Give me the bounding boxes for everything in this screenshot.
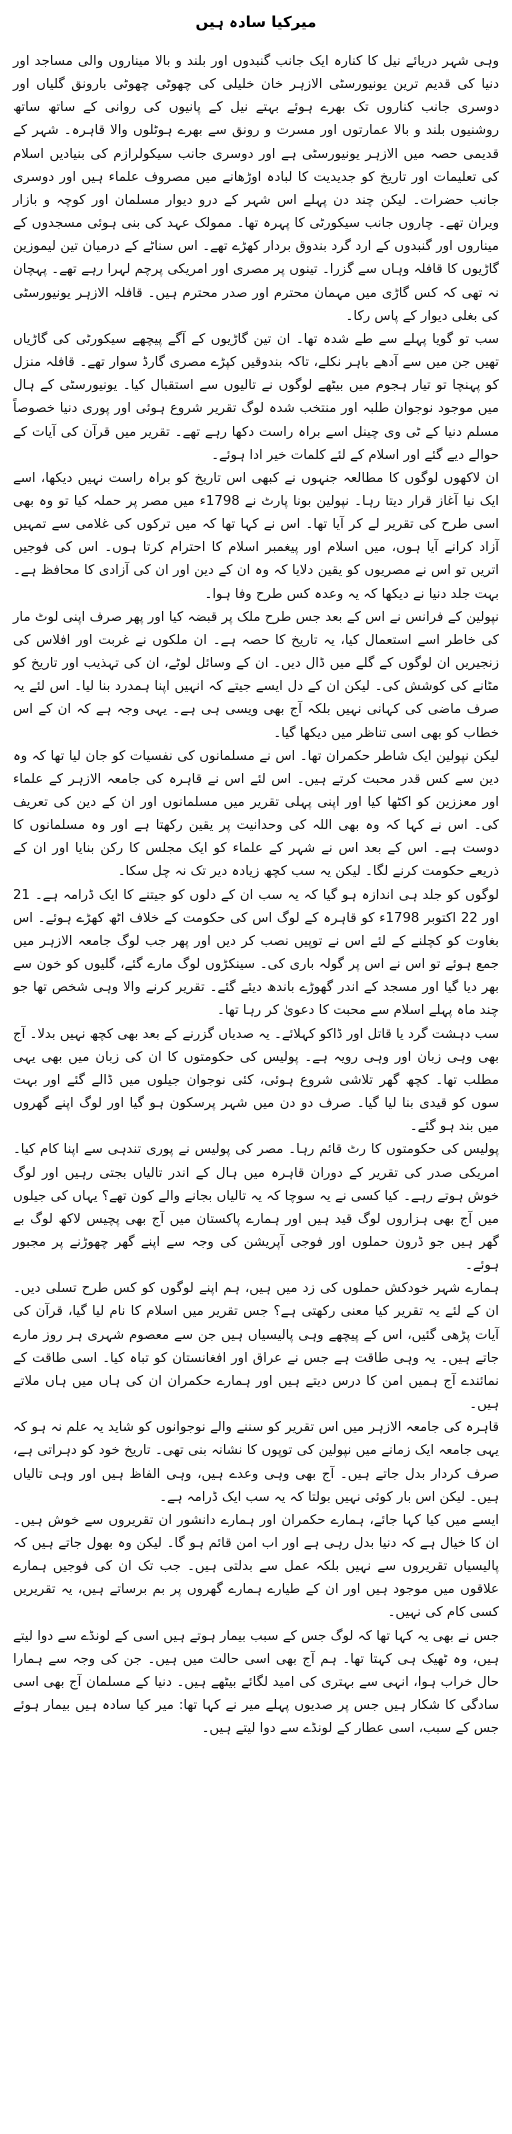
article-paragraph: پولیس کی حکومتوں کا رٹ قائم رہا۔ مصر کی پولیس نے پوری تندہی سے اپنا کام کیا۔ امریکی صدر کی تقریر کے دوران قاہرہ میں ہال کے اندر تالیاں بجتی رہیں اور لوگ خوش ہوتے رہے۔ کیا کسی نے یہ سوچا کہ یہ تالیاں بجانے والے کون تھے؟ یہاں کی جیلوں میں آج بھی ہزاروں لوگ قید ہیں اور ہمارے پاکستان میں آج بھی پچیس لاکھ لوگ بے گھر ہیں جو ڈرون حملوں اور فوجی آپریشن کی وجہ سے اپنے گھر چھوڑنے پر مجبور ہوئے۔ (13, 1142, 499, 1274)
article-paragraph: سب تو گویا پہلے سے طے شدہ تھا۔ ان تین گاڑیوں کے آگے پیچھے سیکورٹی کی گاڑیاں تھیں جن میں سے آدھے باہر نکلے، تاکہ بندوقیں کپڑے مصری گارڈ سوار تھے۔ قافلہ منزل کو پہنچا تو تیار ہجوم میں بیٹھے لوگوں نے تالیوں سے استقبال کیا۔ یونیورسٹی کے ہال میں موجود نوجوان طلبہ اور منتخب شدہ لوگ تقریر شروع ہوئی اور پوری دنیا خصوصاً مسلم دنیا کے ٹی وی چینل اسے براہ راست دکھا رہے تھے۔ تقریر میں قرآن کی آیات کے حوالے دیے گئے اور اسلام کے لئے کلمات خیر ادا ہوئے۔ (13, 331, 499, 463)
article-paragraph: سب دہشت گرد یا قاتل اور ڈاکو کہلائے۔ یہ صدیاں گزرنے کے بعد بھی کچھ نہیں بدلا۔ آج بھی وہی زبان اور وہی رویہ ہے۔ پولیس کی حکومتوں کا ان کی زبان میں بھی یہی مطلب تھا۔ کچھ گھر تلاشی شروع ہوئی، کئی نوجوان جیلوں میں ڈالے گئے اور بہت سوں کو قیدی بنا لیا گیا۔ صرف دو دن میں شہر پرسکون ہو گیا اور لوگ اپنے گھروں میں بند ہو گئے۔ (13, 1026, 499, 1135)
article-paragraph: وہی شہر دریائے نیل کا کنارہ ایک جانب گنبدوں اور بلند و بالا میناروں والی مساجد اور دنیا کی قدیم ترین یونیورسٹی الازہر خان خلیلی کی چھوٹی چھوٹی بارونق گلیاں اور دوسری جانب کناروں تک بھرے ہوئے بہتے نیل کے پانیوں کی روانی کے ساتھ ساتھ روشنیوں بلند و بالا عمارتوں اور مسرت و رونق سے بھرے ہوٹلوں والا قاہرہ۔ شہر کے قدیمی حصہ میں الازہر یونیورسٹی ہے اور دوسری جانب سیکولرازم کی بنیادیں اسلام کی تعلیمات اور تاریخ کو جدیدیت کا لبادہ اوڑھانے میں مصروف علماء ہیں اور دوسری جانب حضرات۔ لیکن چند دن پہلے اس شہر کے درو دیوار مسلمان اور کوچہ و بازار ویران تھے۔ چاروں جانب سیکورٹی کا پہرہ تھا۔ ممولک عہد کی بنی ہوئی مسجدوں کے میناروں اور گنبدوں کے ارد گرد بندوق بردار کھڑے تھے۔ اس سناٹے کے درمیان تین لیموزین گاڑیوں کا قافلہ وہاں سے گزرا۔ تینوں پر مصری اور امریکی پرچم لہرا رہے تھے۔ پہچان نہ تھی کہ کس گاڑی میں مہمان محترم اور صدر محترم ہیں۔ قافلہ الازہر یونیورسٹی کی بغلی دیوار کے پاس رکا۔ (13, 54, 499, 324)
article-paragraph: لوگوں کو جلد ہی اندازہ ہو گیا کہ یہ سب ان کے دلوں کو جیتنے کا ایک ڈرامہ ہے۔ 21 اور 22 اکتوبر 1798ء کو قاہرہ کے لوگ اس کی حکومت کے خلاف اٹھ کھڑے ہوئے۔ اس بغاوت کو کچلنے کے لئے اس نے توپیں نصب کر دیں اور پھر جب لوگ جامعہ الازہر میں جمع ہوئے تو اس نے اس پر گولہ باری کی۔ سینکڑوں لوگ مارے گئے، گلیوں کو خون سے بھر دیا گیا اور مسجد کے اندر گھوڑے باندھ دیئے گئے۔ تقریر کرنے والا وہی شخص تھا جو چند ماہ پہلے اسلام سے محبت کا دعویٰ کر رہا تھا۔ (13, 887, 500, 1019)
article-paragraph: قاہرہ کی جامعہ الازہر میں اس تقریر کو سننے والے نوجوانوں کو شاید یہ علم نہ ہو کہ یہی جامعہ ایک زمانے میں نپولین کی توپوں کا نشانہ بنی تھی۔ تاریخ خود کو دہراتی ہے، صرف کردار بدل جاتے ہیں۔ آج بھی وہی وعدے ہیں، وہی الفاظ ہیں اور وہی تالیاں ہیں۔ لیکن اس بار کوئی نہیں بولتا کہ یہ سب ایک ڈرامہ ہے۔ (13, 1420, 499, 1505)
article-paragraph: لیکن نپولین ایک شاطر حکمران تھا۔ اس نے مسلمانوں کی نفسیات کو جان لیا تھا کہ وہ دین سے کس قدر محبت کرتے ہیں۔ اس لئے اس نے قاہرہ کی جامعہ الازہر کے علماء اور معززین کو اکٹھا کیا اور اپنی پہلی تقریر میں مسلمانوں اور ان کے دین کی تعریف کی۔ اس نے کہا کہ وہ بھی اللہ کی وحدانیت پر یقین رکھتا ہے اور وہ مسلمانوں کا دوست ہے۔ اس کے بعد اس نے شہر کے علماء کو ایک مجلس کا رکن بنایا اور ان کے ذریعے حکومت کرنے لگا۔ لیکن یہ سب کچھ زیادہ دیر تک نہ چل سکا۔ (13, 748, 499, 880)
article-paragraph: ایسے میں کیا کہا جائے، ہمارے حکمران اور ہمارے دانشور ان تقریروں سے خوش ہیں۔ ان کا خیال ہے کہ دنیا بدل رہی ہے اور اب امن قائم ہو گا۔ لیکن وہ بھول جاتے ہیں کہ پالیسیاں تقریروں سے نہیں بلکہ عمل سے بدلتی ہیں۔ جب تک ان کی فوجیں ہمارے علاقوں میں موجود ہیں اور ان کے طیارے ہمارے گھروں پر بم برساتے ہیں، یہ تقریریں کسی کام کی نہیں۔ (13, 1512, 499, 1621)
article-body (13, 50, 499, 1740)
article-paragraph: ان لاکھوں لوگوں کا مطالعہ جنہوں نے کبھی اس تاریخ کو براہ راست نہیں دیکھا، اسے ایک نیا آغاز قرار دیتا رہا۔ نپولین بونا پارٹ نے 1798ء میں مصر پر حملہ کیا تو وہ بھی اسی طرح کی تقریر لے کر آیا تھا۔ اس نے کہا تھا کہ میں ترکوں کی غلامی سے تمہیں آزاد کرانے آیا ہوں، میں اسلام اور پیغمبر اسلام کا احترام کرتا ہوں۔ اس کی فوجیں اتریں تو اس نے مصریوں کو یقین دلایا کہ وہ ان کے دین اور ان کی آزادی کا محافظ ہے۔ بہت جلد دنیا نے دیکھا کہ یہ وعدہ کس طرح وفا ہوا۔ (13, 470, 499, 602)
article-paragraph: جس نے بھی یہ کہا تھا کہ لوگ جس کے سبب بیمار ہوتے ہیں اسی کے لونڈے سے دوا لیتے ہیں، وہ ٹھیک ہی کہتا تھا۔ ہم آج بھی اسی حالت میں ہیں۔ جن کی وجہ سے ہمارا حال خراب ہوا، انہی سے بہتری کی امید لگائے بیٹھے ہیں۔ دنیا کے مسلمان آج بھی اسی سادگی کا شکار ہیں جس پر صدیوں پہلے میر نے کہا تھا: میر کیا سادہ ہیں بیمار ہوئے جس کے سبب، اسی عطار کے لونڈے سے دوا لیتے ہیں۔ (13, 1628, 499, 1737)
article-title: میرکیا سادہ ہیں (195, 13, 317, 31)
article-paragraph: نپولین کے فرانس نے اس کے بعد جس طرح ملک پر قبضہ کیا اور پھر صرف اپنی لوٹ مار کی خاطر اسے استعمال کیا، یہ تاریخ کا حصہ ہے۔ ان ملکوں نے غربت اور افلاس کی زنجیریں ان لوگوں کے گلے میں ڈال دیں۔ ان کے وسائل لوٹے، ان کی تہذیب اور تاریخ کو مٹانے کی کوشش کی۔ لیکن ان کے دل ایسے جیتے کہ انہیں اپنا ہمدرد بنا لیا۔ اس لئے یہ صرف ماضی کی کہانی نہیں بلکہ آج بھی ویسی ہی ہے۔ یہی وجہ ہے کہ ان کے اس خطاب کو بھی اسی تناظر میں دیکھا گیا۔ (13, 609, 499, 741)
article-paragraph: ہمارے شہر خودکش حملوں کی زد میں ہیں، ہم اپنے لوگوں کو کس طرح تسلی دیں۔ ان کے لئے یہ تقریر کیا معنی رکھتی ہے؟ جس تقریر میں اسلام کا نام لیا گیا، قرآن کی آیات پڑھی گئیں، اس کے پیچھے وہی پالیسیاں ہیں جن سے معصوم شہری ہر روز مارے جاتے ہیں۔ یہ وہی طاقت ہے جس نے عراق اور افغانستان کو تباہ کیا۔ اسی طاقت کے نمائندے آج ہمیں امن کا درس دیتے ہیں اور ہمارے حکمران ان کی ہاں میں ہاں ملاتے ہیں۔ (13, 1281, 499, 1413)
